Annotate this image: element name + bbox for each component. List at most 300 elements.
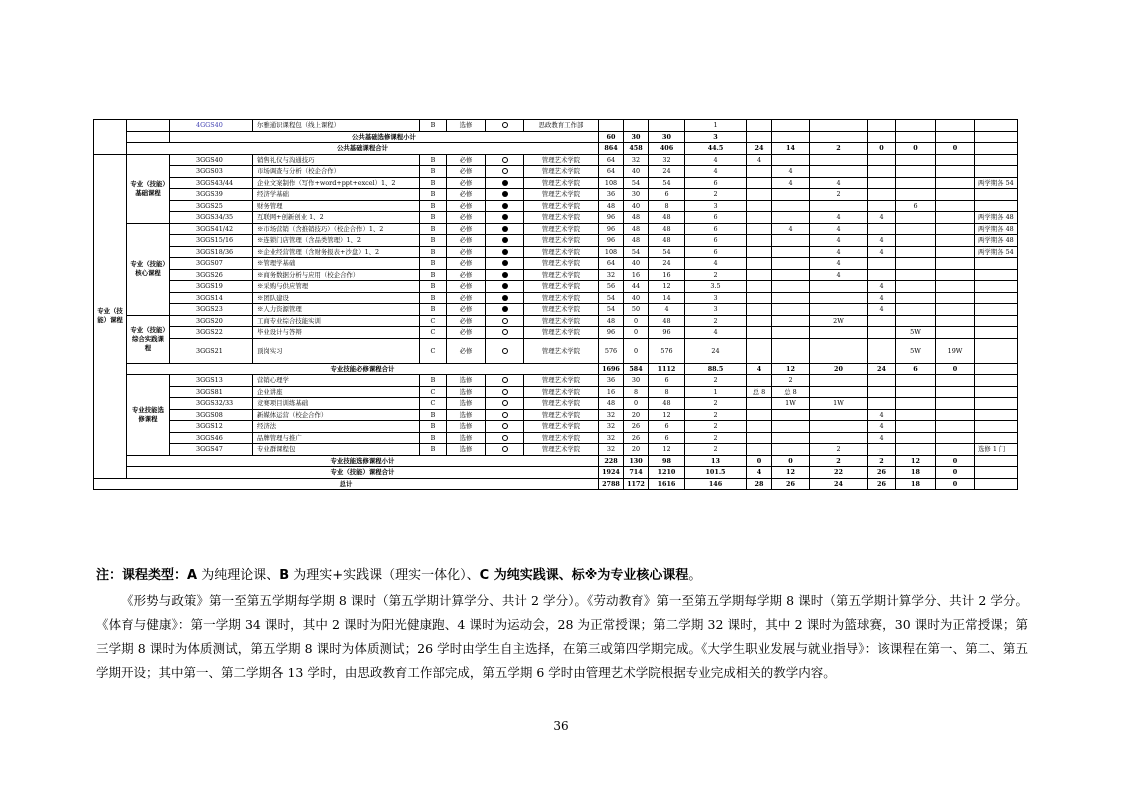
course-code: 3GGS46: [170, 432, 253, 444]
semester-hours: 总 8: [772, 386, 810, 398]
summary-value: 0: [936, 363, 975, 375]
semester-hours: [747, 223, 772, 235]
theory-hours: [624, 120, 649, 132]
summary-value: 0: [868, 143, 896, 155]
exam-mark: [486, 189, 524, 201]
department: 管理艺术学院: [524, 258, 599, 270]
credits: 1: [685, 120, 747, 132]
course-code: 3GGS39: [170, 189, 253, 201]
credits: 6: [685, 212, 747, 224]
theory-hours: 20: [624, 409, 649, 421]
total-hours: 54: [599, 292, 624, 304]
total-hours: 48: [599, 200, 624, 212]
theory-hours: 54: [624, 177, 649, 189]
credits: 3: [685, 200, 747, 212]
summary-value: 2788: [599, 478, 624, 490]
practice-hours: 48: [649, 223, 685, 235]
remark: 选修 1 门: [975, 444, 1018, 456]
course-name: 顶岗实习: [253, 338, 420, 363]
subgroup-label: 专业（技能）核心课程: [127, 223, 170, 315]
semester-hours: [810, 338, 868, 363]
empty-cell: [975, 120, 1018, 132]
core-dot-icon: [502, 260, 508, 266]
theory-hours: 26: [624, 432, 649, 444]
practice-hours: 54: [649, 246, 685, 258]
semester-hours: [896, 386, 936, 398]
table-row: [94, 120, 1018, 132]
department: 管理艺术学院: [524, 212, 599, 224]
summary-value: 1172: [624, 478, 649, 490]
course-code: 3GGS14: [170, 292, 253, 304]
practice-hours: 48: [649, 398, 685, 410]
department: 管理艺术学院: [524, 177, 599, 189]
table-row: [94, 131, 1018, 143]
theory-hours: 0: [624, 315, 649, 327]
core-dot-icon: [502, 295, 508, 301]
credits: 2: [685, 398, 747, 410]
semester-hours: [936, 398, 975, 410]
course-code: 3GGS47: [170, 444, 253, 456]
semester-hours: [896, 212, 936, 224]
semester-hours: [772, 327, 810, 339]
semester-hours: 4: [810, 177, 868, 189]
department: 管理艺术学院: [524, 327, 599, 339]
semester-hours: [772, 269, 810, 281]
course-nature: 必修: [447, 246, 486, 258]
semester-hours: [747, 375, 772, 387]
semester-hours: [868, 189, 896, 201]
total-hours: 54: [599, 304, 624, 316]
semester-hours: 4: [868, 235, 896, 247]
semester-hours: [868, 223, 896, 235]
course-name: ※商务数据分析与应用（校企合作）: [253, 269, 420, 281]
course-nature: 选修: [447, 409, 486, 421]
total-hours: 32: [599, 421, 624, 433]
credits: 3.5: [685, 281, 747, 293]
credits: 4: [685, 154, 747, 166]
summary-label: 专业技能必修课程合计: [127, 363, 599, 375]
semester-hours: [896, 315, 936, 327]
remark: 两学期各 54: [975, 177, 1018, 189]
course-type: B: [420, 444, 447, 456]
exam-mark: [486, 421, 524, 433]
summary-value: 12: [896, 455, 936, 467]
summary-value: 60: [599, 131, 624, 143]
course-type: C: [420, 327, 447, 339]
summary-value: 458: [624, 143, 649, 155]
summary-value: 146: [685, 478, 747, 490]
credits: 2: [685, 189, 747, 201]
remark: [975, 398, 1018, 410]
course-nature: 选修: [447, 120, 486, 132]
department: 管理艺术学院: [524, 315, 599, 327]
semester-hours: [810, 375, 868, 387]
practice-hours: 6: [649, 432, 685, 444]
empty-cell: [747, 131, 772, 143]
subgroup-cell: [127, 131, 170, 143]
semester-hours: [810, 166, 868, 178]
course-type: C: [420, 398, 447, 410]
exam-mark: [486, 444, 524, 456]
course-code: 3GGS34/35: [170, 212, 253, 224]
semester-hours: [936, 409, 975, 421]
semester-hours: [747, 327, 772, 339]
course-code: 3GGS23: [170, 304, 253, 316]
summary-value: 24: [810, 478, 868, 490]
semester-hours: [936, 235, 975, 247]
table-row: [94, 166, 1018, 178]
table-row: [94, 154, 1018, 166]
semester-hours: [868, 200, 896, 212]
semester-hours: 4: [868, 432, 896, 444]
course-nature: 必修: [447, 223, 486, 235]
department: 管理艺术学院: [524, 166, 599, 178]
semester-hours: [868, 444, 896, 456]
credits: 2: [685, 432, 747, 444]
total-hours: 32: [599, 444, 624, 456]
course-code: 3GGS32/33: [170, 398, 253, 410]
semester-hours: [936, 304, 975, 316]
department: 管理艺术学院: [524, 398, 599, 410]
semester-hours: [936, 327, 975, 339]
empty-cell: [810, 120, 868, 132]
semester-hours: [936, 432, 975, 444]
remark: 两学期各 48: [975, 223, 1018, 235]
exam-mark: [486, 258, 524, 270]
course-nature: 必修: [447, 189, 486, 201]
credits: 3: [685, 292, 747, 304]
summary-label: 专业技能选修课程小计: [127, 455, 599, 467]
semester-hours: [747, 432, 772, 444]
theory-hours: 0: [624, 398, 649, 410]
semester-hours: [747, 421, 772, 433]
table-row: [94, 432, 1018, 444]
summary-value: 3: [685, 131, 747, 143]
semester-hours: [868, 338, 896, 363]
course-type: B: [420, 292, 447, 304]
total-hours: 16: [599, 386, 624, 398]
remark: 两学期各 54: [975, 246, 1018, 258]
exam-mark: [486, 235, 524, 247]
exam-mark: [486, 223, 524, 235]
semester-hours: [896, 432, 936, 444]
semester-hours: [936, 375, 975, 387]
credits: 4: [685, 327, 747, 339]
circle-icon: [502, 400, 508, 406]
course-name: 互联网+创新创业 1、2: [253, 212, 420, 224]
course-name: 经济学基础: [253, 189, 420, 201]
summary-label: 总计: [94, 478, 599, 490]
summary-value: 13: [685, 455, 747, 467]
credits: 2: [685, 444, 747, 456]
department: 管理艺术学院: [524, 409, 599, 421]
remark: [975, 281, 1018, 293]
course-name: ※团队建设: [253, 292, 420, 304]
semester-hours: [896, 166, 936, 178]
table-row: [94, 212, 1018, 224]
course-name: 营销心理学: [253, 375, 420, 387]
department: 管理艺术学院: [524, 281, 599, 293]
semester-hours: [936, 444, 975, 456]
semester-hours: [747, 409, 772, 421]
semester-hours: [747, 166, 772, 178]
semester-hours: [772, 189, 810, 201]
course-name: 毕业设计与答辩: [253, 327, 420, 339]
summary-value: 18: [896, 478, 936, 490]
theory-hours: 48: [624, 223, 649, 235]
summary-value: 12: [772, 363, 810, 375]
circle-icon: [502, 318, 508, 324]
summary-value: 406: [649, 143, 685, 155]
exam-mark: [486, 246, 524, 258]
semester-hours: [772, 235, 810, 247]
semester-hours: [868, 154, 896, 166]
semester-hours: [747, 398, 772, 410]
department: 管理艺术学院: [524, 269, 599, 281]
summary-value: 30: [649, 131, 685, 143]
semester-hours: [896, 292, 936, 304]
course-name: 销售礼仪与沟通技巧: [253, 154, 420, 166]
exam-mark: [486, 375, 524, 387]
empty-cell: [975, 467, 1018, 479]
exam-mark: [486, 177, 524, 189]
course-nature: 必修: [447, 200, 486, 212]
total-hours: 36: [599, 189, 624, 201]
core-dot-icon: [502, 306, 508, 312]
course-name: ※企业经营管理（含财务报表+沙盘）1、2: [253, 246, 420, 258]
summary-label: 公共基础选修课程小计: [170, 131, 599, 143]
course-name: ※市场营销（含推销技巧）（校企合作）1、2: [253, 223, 420, 235]
summary-value: 1616: [649, 478, 685, 490]
course-name: ※管理学基础: [253, 258, 420, 270]
empty-cell: [896, 131, 936, 143]
empty-cell: [975, 363, 1018, 375]
table-row: [94, 246, 1018, 258]
course-nature: 选修: [447, 398, 486, 410]
department: 管理艺术学院: [524, 432, 599, 444]
semester-hours: 4: [810, 269, 868, 281]
exam-mark: [486, 315, 524, 327]
summary-value: 4: [747, 467, 772, 479]
exam-mark: [486, 338, 524, 363]
core-dot-icon: [502, 283, 508, 289]
semester-hours: [747, 258, 772, 270]
remark: [975, 421, 1018, 433]
semester-hours: [810, 281, 868, 293]
theory-hours: 40: [624, 292, 649, 304]
table-row: [94, 478, 1018, 490]
exam-mark: [486, 327, 524, 339]
credits: 6: [685, 246, 747, 258]
exam-mark: [486, 304, 524, 316]
semester-hours: [772, 200, 810, 212]
summary-value: 26: [868, 478, 896, 490]
summary-value: 44.5: [685, 143, 747, 155]
course-code: 3GGS19: [170, 281, 253, 293]
empty-cell: [936, 120, 975, 132]
total-hours: 96: [599, 235, 624, 247]
total-hours: 32: [599, 269, 624, 281]
empty-cell: [975, 455, 1018, 467]
semester-hours: [747, 212, 772, 224]
remark: [975, 327, 1018, 339]
remark: [975, 292, 1018, 304]
empty-cell: [975, 478, 1018, 490]
semester-hours: [810, 386, 868, 398]
semester-hours: [772, 432, 810, 444]
semester-hours: [936, 177, 975, 189]
credits: 4: [685, 258, 747, 270]
practice-hours: 12: [649, 281, 685, 293]
semester-hours: [810, 292, 868, 304]
course-name: 工商专业综合技能实训: [253, 315, 420, 327]
page-number: 36: [553, 719, 569, 733]
summary-value: 1210: [649, 467, 685, 479]
circle-icon: [502, 446, 508, 452]
course-code: 3GGS07: [170, 258, 253, 270]
course-type: B: [420, 177, 447, 189]
theory-hours: 40: [624, 166, 649, 178]
table-row: [94, 258, 1018, 270]
practice-hours: 48: [649, 212, 685, 224]
exam-mark: [486, 166, 524, 178]
table-row: [94, 327, 1018, 339]
course-nature: 必修: [447, 327, 486, 339]
remark: [975, 432, 1018, 444]
course-type: B: [420, 200, 447, 212]
credits: 2: [685, 375, 747, 387]
semester-hours: [896, 398, 936, 410]
core-dot-icon: [502, 203, 508, 209]
remark: [975, 154, 1018, 166]
course-type: B: [420, 223, 447, 235]
course-type: B: [420, 409, 447, 421]
total-hours: 56: [599, 281, 624, 293]
total-hours: 96: [599, 223, 624, 235]
remark: [975, 375, 1018, 387]
course-code: 3GGS22: [170, 327, 253, 339]
practice-hours: 24: [649, 166, 685, 178]
practice-hours: [649, 120, 685, 132]
summary-value: 24: [868, 363, 896, 375]
table-row: [94, 292, 1018, 304]
empty-cell: [868, 131, 896, 143]
course-code: 3GGS26: [170, 269, 253, 281]
exam-mark: [486, 432, 524, 444]
department: 管理艺术学院: [524, 189, 599, 201]
semester-hours: [772, 304, 810, 316]
semester-hours: [810, 304, 868, 316]
semester-hours: 4: [810, 223, 868, 235]
summary-value: 0: [747, 455, 772, 467]
practice-hours: 12: [649, 444, 685, 456]
table-row: [94, 386, 1018, 398]
semester-hours: [772, 444, 810, 456]
theory-hours: 8: [624, 386, 649, 398]
course-type: B: [420, 269, 447, 281]
core-dot-icon: [502, 214, 508, 220]
credits: 2: [685, 421, 747, 433]
semester-hours: 2: [810, 189, 868, 201]
course-name: 经济法: [253, 421, 420, 433]
table-row: [94, 304, 1018, 316]
course-name: 新媒体运营（校企合作）: [253, 409, 420, 421]
semester-hours: [810, 432, 868, 444]
empty-cell: [936, 131, 975, 143]
semester-hours: [868, 398, 896, 410]
practice-hours: 6: [649, 375, 685, 387]
summary-value: 0: [936, 455, 975, 467]
semester-hours: [896, 189, 936, 201]
semester-hours: [747, 292, 772, 304]
course-code: 3GGS20: [170, 315, 253, 327]
semester-hours: [868, 166, 896, 178]
core-dot-icon: [502, 237, 508, 243]
core-dot-icon: [502, 249, 508, 255]
table-row: [94, 467, 1018, 479]
table-row: [94, 409, 1018, 421]
credits: 3: [685, 304, 747, 316]
theory-hours: 48: [624, 235, 649, 247]
course-nature: 必修: [447, 269, 486, 281]
semester-hours: 4: [868, 409, 896, 421]
semester-hours: [868, 269, 896, 281]
summary-value: 584: [624, 363, 649, 375]
semester-hours: [747, 269, 772, 281]
semester-hours: [810, 154, 868, 166]
course-name: 企业文案制作（写作+word+ppt+excel）1、2: [253, 177, 420, 189]
total-hours: 48: [599, 398, 624, 410]
semester-hours: [772, 338, 810, 363]
semester-hours: 6: [896, 200, 936, 212]
semester-hours: [896, 421, 936, 433]
course-code: 3GGS08: [170, 409, 253, 421]
theory-hours: 40: [624, 258, 649, 270]
credits: 4: [685, 166, 747, 178]
practice-hours: 6: [649, 189, 685, 201]
semester-hours: 2: [810, 444, 868, 456]
practice-hours: 48: [649, 235, 685, 247]
course-nature: 必修: [447, 212, 486, 224]
remark: [975, 315, 1018, 327]
summary-value: 0: [936, 478, 975, 490]
semester-hours: [936, 269, 975, 281]
summary-value: 26: [868, 467, 896, 479]
summary-value: 26: [772, 478, 810, 490]
semester-hours: [772, 281, 810, 293]
semester-hours: [810, 200, 868, 212]
total-hours: 64: [599, 258, 624, 270]
semester-hours: 4: [747, 154, 772, 166]
course-nature: 选修: [447, 444, 486, 456]
empty-cell: [772, 131, 810, 143]
core-dot-icon: [502, 226, 508, 232]
semester-hours: [936, 200, 975, 212]
empty-cell: [868, 120, 896, 132]
semester-hours: [936, 281, 975, 293]
circle-icon: [502, 435, 508, 441]
semester-hours: [747, 315, 772, 327]
total-hours: 96: [599, 327, 624, 339]
course-type: B: [420, 189, 447, 201]
course-name: 尔雅通识课程包（线上课程）: [253, 120, 420, 132]
empty-cell: [975, 131, 1018, 143]
semester-hours: 4: [772, 166, 810, 178]
total-hours: 64: [599, 166, 624, 178]
semester-hours: [896, 246, 936, 258]
semester-hours: [936, 258, 975, 270]
semester-hours: [810, 327, 868, 339]
